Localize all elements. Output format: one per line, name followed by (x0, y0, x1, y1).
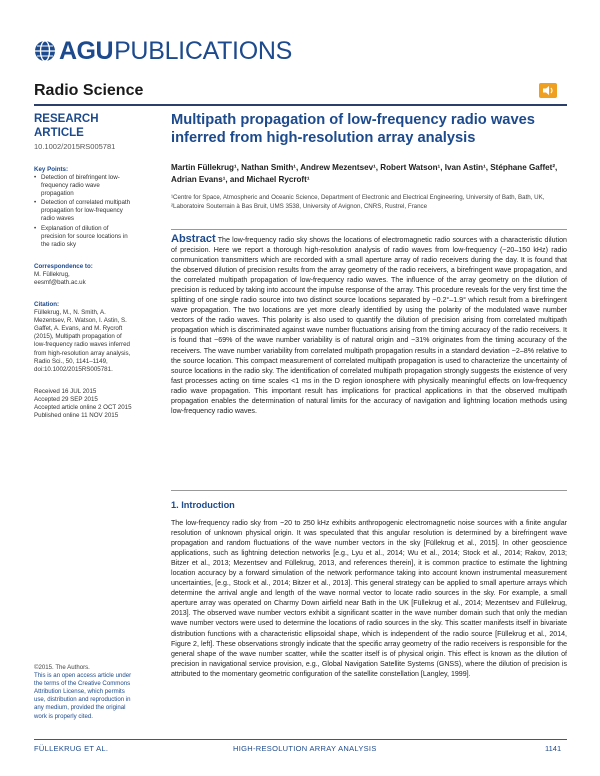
footer-running-title: HIGH-RESOLUTION ARRAY ANALYSIS (233, 744, 377, 753)
agu-logo (34, 36, 292, 66)
date-received: Received 16 JUL 2015 (34, 387, 97, 395)
key-point: • Detection of birefringent low-frequency radio wave propagation (34, 174, 134, 198)
article-doi[interactable]: 10.1002/2015RS005781 (34, 142, 116, 151)
key-points-heading: Key Points: (34, 166, 69, 173)
sidebar (34, 112, 134, 420)
copyright-line: ©2015. The Authors. (34, 664, 90, 671)
audio-speaker-icon[interactable] (539, 83, 557, 98)
affiliations: ¹Centre for Space, Atmospheric and Oceanic Science, Department of Electronic and Electrical Engineering, University of Bath, Bath, UK, ²Laboratoire Souterrain à Bas Bruit, UMS 3538, University of Avignon, CNRS, Rustrel, France (171, 194, 545, 210)
footer-rule (34, 739, 567, 740)
key-points-list (34, 174, 134, 249)
date-published: Published online 11 NOV 2015 (34, 412, 119, 420)
section-heading: 1. Introduction (171, 500, 235, 510)
correspondence-name: M. Füllekrug, (34, 270, 70, 278)
article-type: RESEARCH ARTICLE (34, 113, 99, 139)
header-rule (34, 104, 567, 106)
correspondence-heading: Correspondence to: (34, 262, 93, 270)
key-point: • Explanation of dilution of precision for source locations in the radio sky (34, 225, 134, 249)
journal-title: Radio Science (34, 82, 144, 99)
citation-heading: Citation: (34, 301, 60, 309)
key-point: • Detection of correlated multipath propagation for low-frequency radio waves (34, 199, 134, 223)
date-accepted: Accepted 29 SEP 2015 (34, 395, 98, 403)
logo-publications-text: PUBLICATIONS (114, 37, 292, 65)
introduction-text: The low-frequency radio sky from ~20 to 250 kHz exhibits anthropogenic electromagnetic noise sources with a finite angular resolution of unknown physical origin. It was speculated that this angular resolution is determined by a birefringent wave propagation and random fluctuations of the wave number vectors in the sky [Füllekrug et al., 2015]. In other geoscience applications, such as lightning detection networks [e.g., Lyu et al., 2014; Wu et al., 2014; Stock et al., 2014; Rakov, 2013; Bitzer et al., 2013; Mezentsev and Füllekrug, 2013, and references therein], it is common practice to estimate the lightning location accuracy by a forward simulation of the network performance taking into account known instrumental measurement uncertainties, [e.g., Stock et al., 2014; Bitzer et al., 2013]. This general strategy can be applied to small aperture arrays which determine the arrival angle and length of the wave normal vector to locate radio sources in the sky. For example, a small aperture array was operated on Charmy Down airfield near Bath in the UK [Füllekrug et al., 2014; Mezentsev and Füllekrug, 2013]. The observed wave number vectors exhibit a significant scatter in the wave number domain such that only the median wave number vectors were used to determine the locations of radio sources in the sky. This scatter manifests itself in bivariate distribution functions with a characteristic ellipsoidal shape, which is independent of the radio source [Füllekrug et al., 2014, Figure 2, left]. These observations strongly indicate that the specific array geometry of the radio receivers is responsible for the general shape of the wave number scatter, while the scatter itself is of physical origin. This effect is known as the dilution of precision in navigational service provision, e.g., Global Navigation Satellite Systems (GNSS), where the dilution of precision is attributed to the momentary geometric configuration of the satellite constellation [Langley, 1999]. (171, 520, 567, 678)
abstract (171, 234, 567, 416)
article-title: Multipath propagation of low-frequency radio waves inferred from high-resolution array analysis (171, 112, 535, 146)
article-dates (34, 388, 134, 420)
logo-agu-text: AGU (59, 37, 114, 65)
license-text[interactable]: This is an open access article under the terms of the Creative Commons Attribution License, which permits use, distribution and reproduction in any medium, provided the original work is properly cited. (34, 672, 132, 720)
abstract-label: Abstract (171, 233, 216, 245)
license-notice (34, 664, 134, 721)
citation-text: Füllekrug, M., N. Smith, A. Mezentsev, R. Watson, I. Astin, S. Gaffet, A. Evans, and M. Rycroft (2015), Multipath propagation of low-frequency radio waves inferred from high-resolution array analysis, Radio Sci., 50, 1141–1149, doi:10.1002/2015RS005781. (34, 309, 131, 373)
abstract-rule (171, 229, 567, 230)
author-list: Martin Füllekrug¹, Nathan Smith¹, Andrew Mezentsev¹, Robert Watson¹, Ivan Astin¹, Stéphane Gaffet², Adrian Evans¹, and Michael Rycroft¹ (171, 163, 558, 184)
page-number: 1141 (545, 744, 562, 753)
globe-icon (34, 40, 56, 62)
abstract-text: The low-frequency radio sky shows the locations of electromagnetic radio sources with a characteristic dilution of precision. Here we report a thorough high-resolution analysis of radio waves from low-frequency (~20–150 kHz) radio communication transmitters which are recorded with a small aperture array of radio receivers during the day. It is found that the observed dilution of precision results from the array geometry of the radio receivers, a birefringent wave propagation, and the correlated multipath propagation of low-frequency radio waves. The influence of the array geometry on the dilution of precision is reduced by taking into account the impulse response of the array. This procedure reveals for the very first time the splitting of one single radio source into two distinct source locations separated by ~0.2°–1.9° which result from a birefringent wave propagation. The two locations are yet more clearly identified by using the polarity of the modulated wave number vectors of the radio waves. This polarity is also used to quantify the dilution of precision arising from correlated multipath propagation which is discriminated against wave number fluctuations arising from the timing accuracy of the radio receivers. It is found that ~69% of the wave number variability is of natural origin and ~31% originates from the timing accuracy of the receivers. The wave number variability from correlated multipath propagation results in a standard deviation ~2–8% relative to the source location. This compact measurement of correlated multipath propagation is used to characterize the uncertainty of source locations in the radio sky. The identification of correlated multipath propagation strongly suggests the existence of very fast processes acting on time scales <1 ms in the D region ionosphere with physically meaningful effects on low-frequency radio wave propagation. This important result has implications for practical applications in that the observed multipath propagation enables the determination of natural limits for the accuracy of navigation and lightning location methods using low-frequency radio waves. (171, 236, 567, 415)
article-header (171, 112, 567, 211)
footer-authors: FÜLLEKRUG ET AL. (34, 744, 109, 753)
correspondence-email[interactable]: eesmf@bath.ac.uk (34, 278, 86, 286)
date-accepted-online: Accepted article online 2 OCT 2015 (34, 403, 132, 411)
intro-rule (171, 490, 567, 491)
